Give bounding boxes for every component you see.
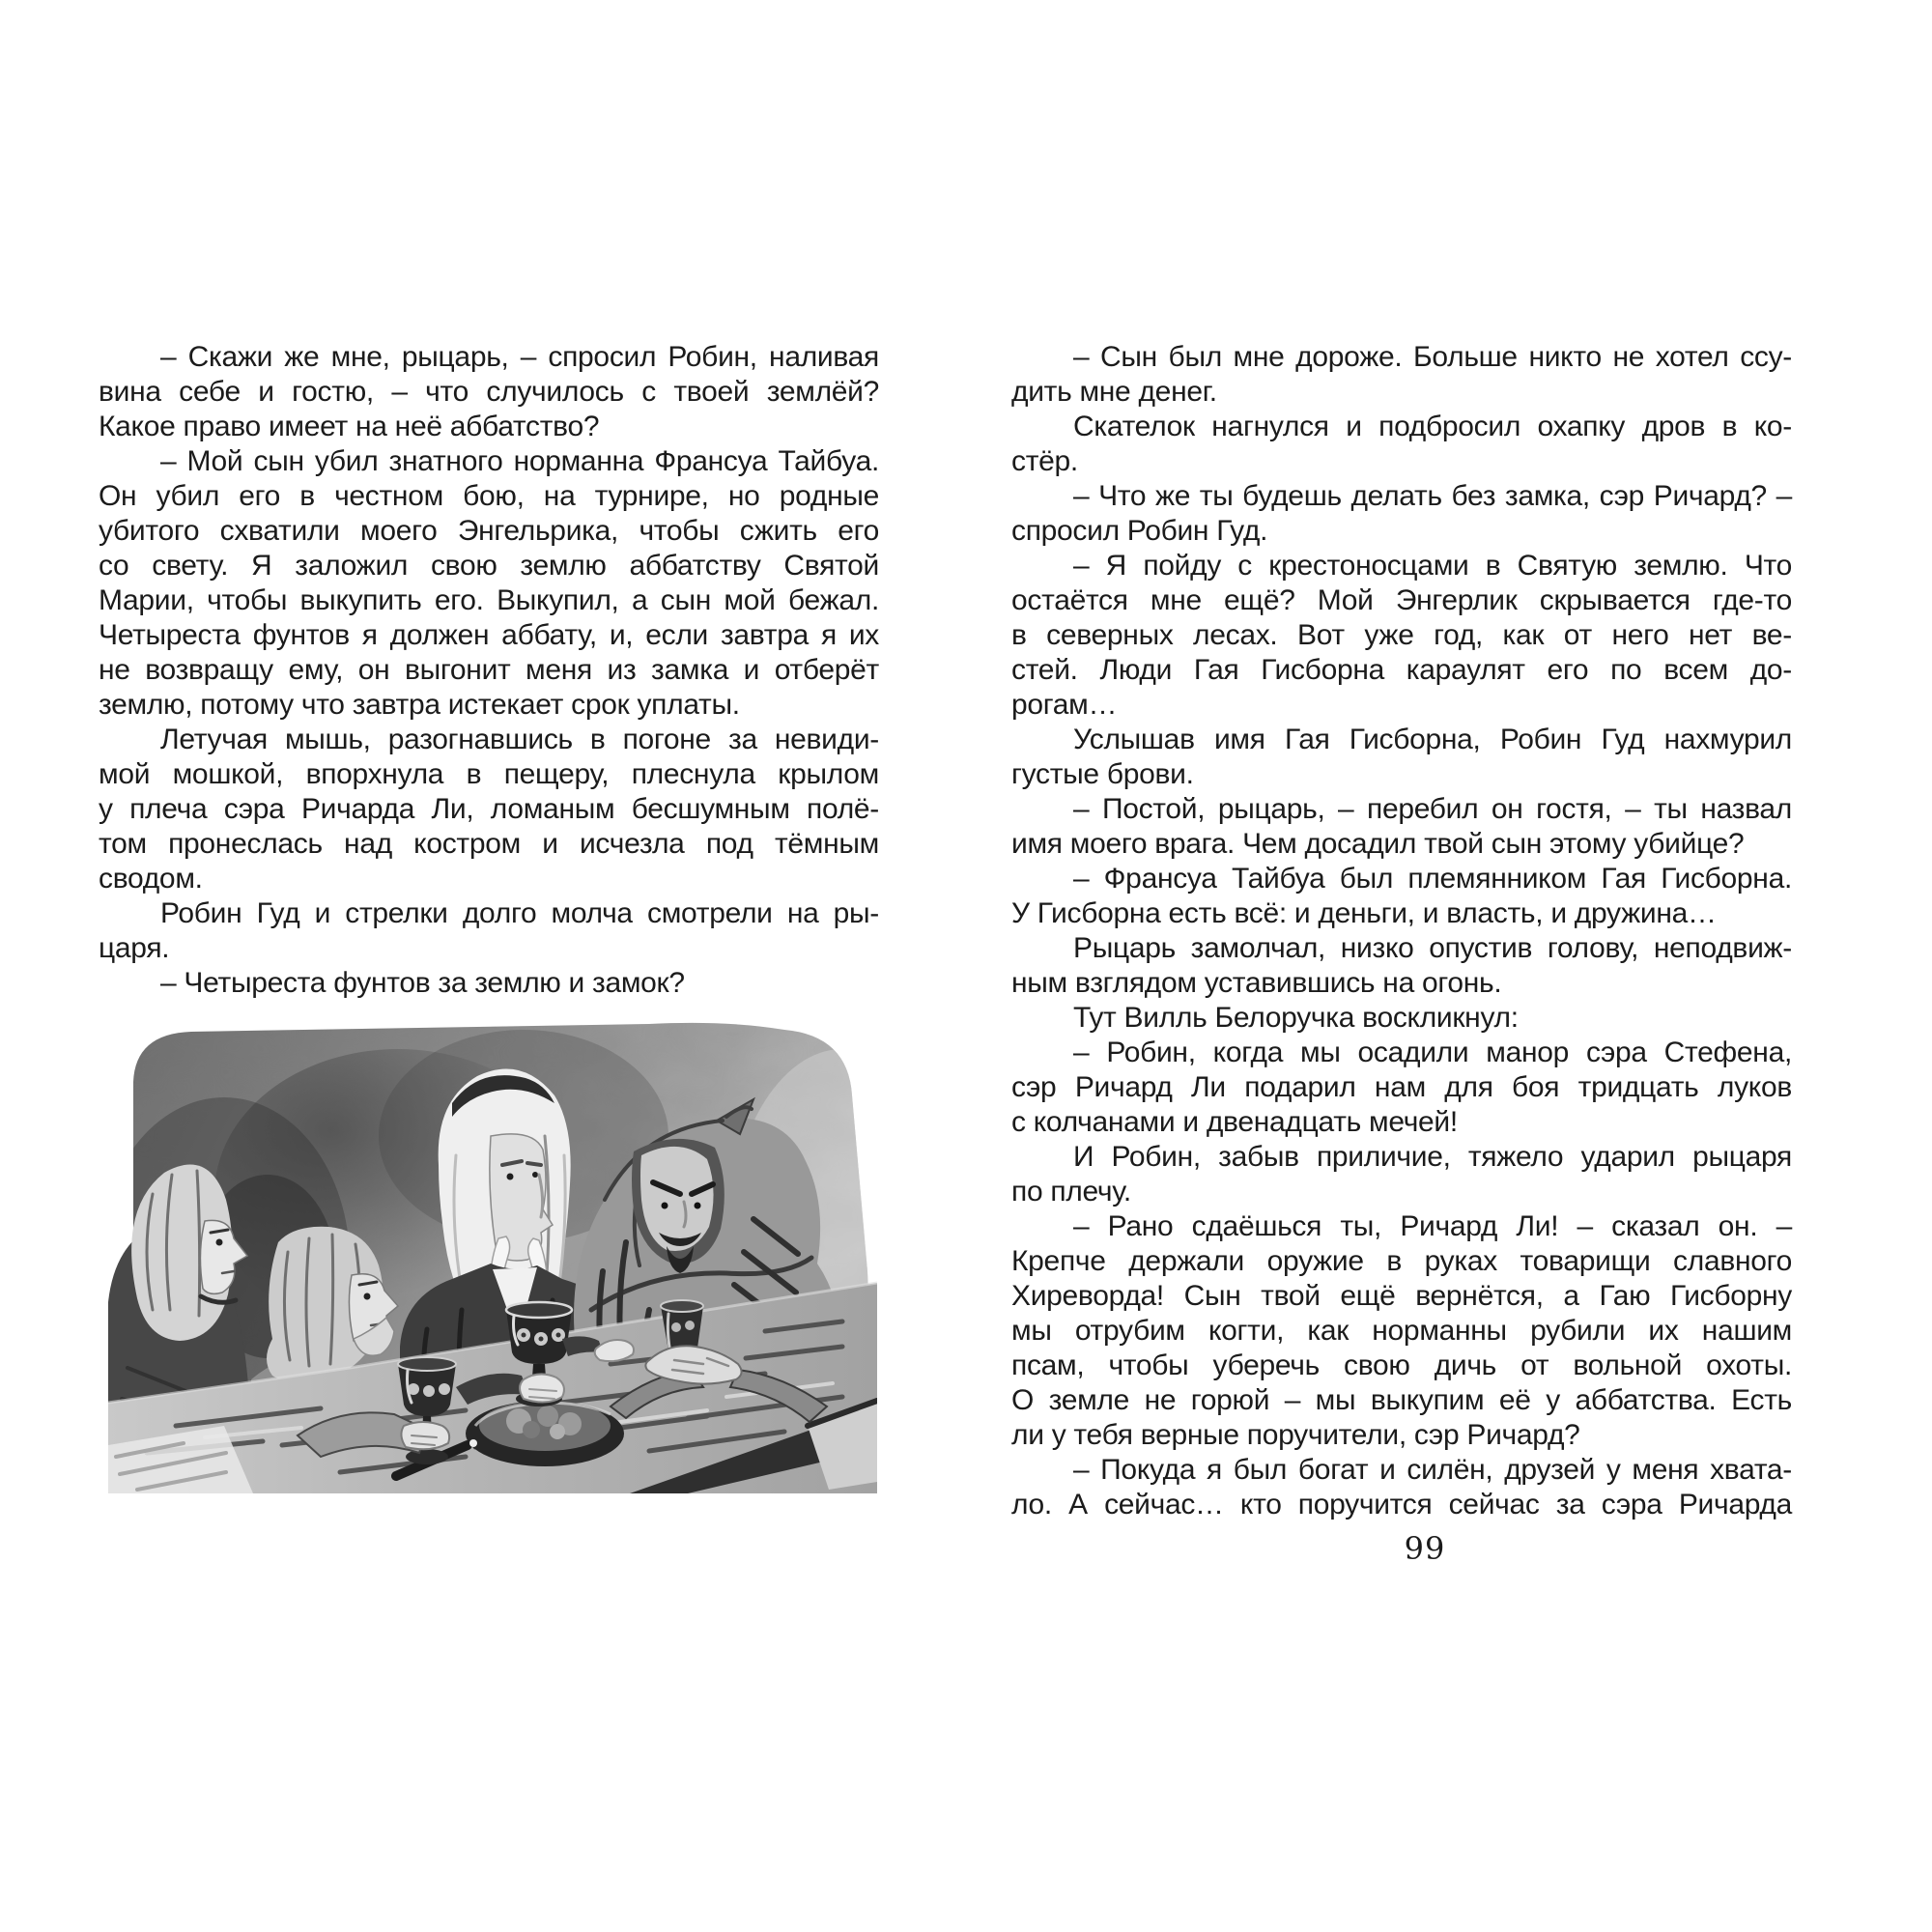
- text-line: ло. А сейчас… кто поручится сейчас за сэра Ричарда: [1011, 1489, 1792, 1520]
- text-line: сэр Ричард Ли подарил нам для боя тридцать луков: [1011, 1071, 1792, 1103]
- text-line: стёр.: [1011, 445, 1078, 477]
- text-line: Скателок нагнулся и подбросил охапку дров в ко-: [1073, 411, 1792, 442]
- text-line: стей. Люди Гая Гисборна караулят его по всем до-: [1011, 654, 1792, 686]
- eye: [662, 1203, 668, 1209]
- text-line: Тут Вилль Белоручка воскликнул:: [1073, 1002, 1519, 1034]
- text-line: И Робин, забыв приличие, тяжело ударил рыцаря: [1073, 1141, 1792, 1173]
- text-line: мы отрубим когти, как норманны рубили их нашим: [1011, 1315, 1792, 1347]
- text-line: Крепче держали оружие в руках товарищи славного: [1011, 1245, 1792, 1277]
- text-line: псам, чтобы уберечь свою дичь от вольной охоты.: [1011, 1350, 1792, 1381]
- text-line: ли у тебя верные поручители, сэр Ричард?: [1011, 1419, 1580, 1451]
- text-line: – Четыреста фунтов за землю и замок?: [160, 967, 685, 999]
- eye: [507, 1174, 514, 1180]
- text-line: – Покуда я был богат и силён, друзей у меня хвата-: [1073, 1454, 1792, 1486]
- text-line: том пронеслась над костром и исчезла под тёмным: [99, 828, 879, 860]
- text-line: О земле не горюй – мы выкупим её у аббатства. Есть: [1011, 1384, 1792, 1416]
- text-line: – Постой, рыцарь, – перебил он гостя, – ты назвал: [1073, 793, 1792, 825]
- text-line: – Мой сын убил знатного норманна Франсуа Тайбуа.: [160, 445, 879, 477]
- text-line: – Я пойду с крестоносцами в Святую землю. Что: [1073, 550, 1792, 582]
- cave-table-illustration: [108, 1020, 877, 1493]
- text-line: по плечу.: [1011, 1176, 1131, 1208]
- text-line: Летучая мышь, разогнавшись в погоне за невиди-: [160, 724, 879, 755]
- text-line: у плеча сэра Ричарда Ли, ломаным бесшумным полё-: [99, 793, 879, 825]
- text-line: царя.: [99, 932, 170, 964]
- text-line: – Робин, когда мы осадили манор сэра Стефена,: [1073, 1037, 1792, 1068]
- right-page-text-column: [1011, 340, 1792, 1522]
- text-line: – Скажи же мне, рыцарь, – спросил Робин, наливая: [160, 341, 879, 373]
- text-line: Услышав имя Гая Гисборна, Робин Гуд нахмурил: [1073, 724, 1792, 755]
- text-line: Четыреста фунтов я должен аббату, и, если завтра я их: [99, 619, 879, 651]
- eye: [532, 1172, 538, 1178]
- eye: [216, 1239, 223, 1246]
- page-number: 99: [1404, 1530, 1446, 1567]
- text-line: рогам…: [1011, 689, 1118, 721]
- text-line: мой мошкой, впорхнула в пещеру, плеснула крылом: [99, 758, 879, 790]
- text-line: в северных лесах. Вот уже год, как от него нет ве-: [1011, 619, 1792, 651]
- text-line: Какое право имеет на неё аббатство?: [99, 411, 600, 442]
- text-line: вина себе и гостю, – что случилось с твоей землёй?: [99, 376, 879, 408]
- text-line: – Сын был мне дороже. Больше никто не хотел ссу-: [1073, 341, 1792, 373]
- text-line: Робин Гуд и стрелки долго молча смотрели на ры-: [160, 897, 879, 929]
- eye: [695, 1203, 701, 1209]
- text-line: дить мне денег.: [1011, 376, 1217, 408]
- text-line: с колчанами и двенадцать мечей!: [1011, 1106, 1458, 1138]
- text-line: – Что же ты будешь делать без замка, сэр Ричард? –: [1073, 480, 1792, 512]
- text-line: Рыцарь замолчал, низко опустив голову, неподвиж-: [1073, 932, 1792, 964]
- text-line: У Гисборна есть всё: и деньги, и власть, и дружина…: [1011, 897, 1717, 929]
- text-line: остаётся мне ещё? Мой Энгерлик скрывается где-то: [1011, 584, 1792, 616]
- left-page-text-column: [99, 340, 879, 1001]
- text-line: – Франсуа Тайбуа был племянником Гая Гисборна.: [1073, 863, 1792, 895]
- eye: [364, 1293, 371, 1300]
- text-line: Марии, чтобы выкупить его. Выкупил, а сын мой бежал.: [99, 584, 879, 616]
- text-line: имя моего врага. Чем досадил твой сын этому убийце?: [1011, 828, 1745, 860]
- text-line: землю, потому что завтра истекает срок уплаты.: [99, 689, 740, 721]
- text-line: густые брови.: [1011, 758, 1194, 790]
- text-line: спросил Робин Гуд.: [1011, 515, 1268, 547]
- text-line: Он убил его в честном бою, на турнире, но родные: [99, 480, 879, 512]
- text-line: ным взглядом уставившись на огонь.: [1011, 967, 1502, 999]
- text-line: не возвращу ему, он выгонит меня из замка и отберёт: [99, 654, 879, 686]
- text-line: убитого схватили моего Энгельрика, чтобы сжить его: [99, 515, 879, 547]
- text-line: – Рано сдаёшься ты, Ричард Ли! – сказал он. –: [1073, 1210, 1792, 1242]
- text-line: со свету. Я заложил свою землю аббатству Святой: [99, 550, 879, 582]
- text-line: Хиреворда! Сын твой ещё вернётся, а Гаю Гисборну: [1011, 1280, 1792, 1312]
- text-line: сводом.: [99, 863, 203, 895]
- illustration-svg: [108, 1020, 877, 1493]
